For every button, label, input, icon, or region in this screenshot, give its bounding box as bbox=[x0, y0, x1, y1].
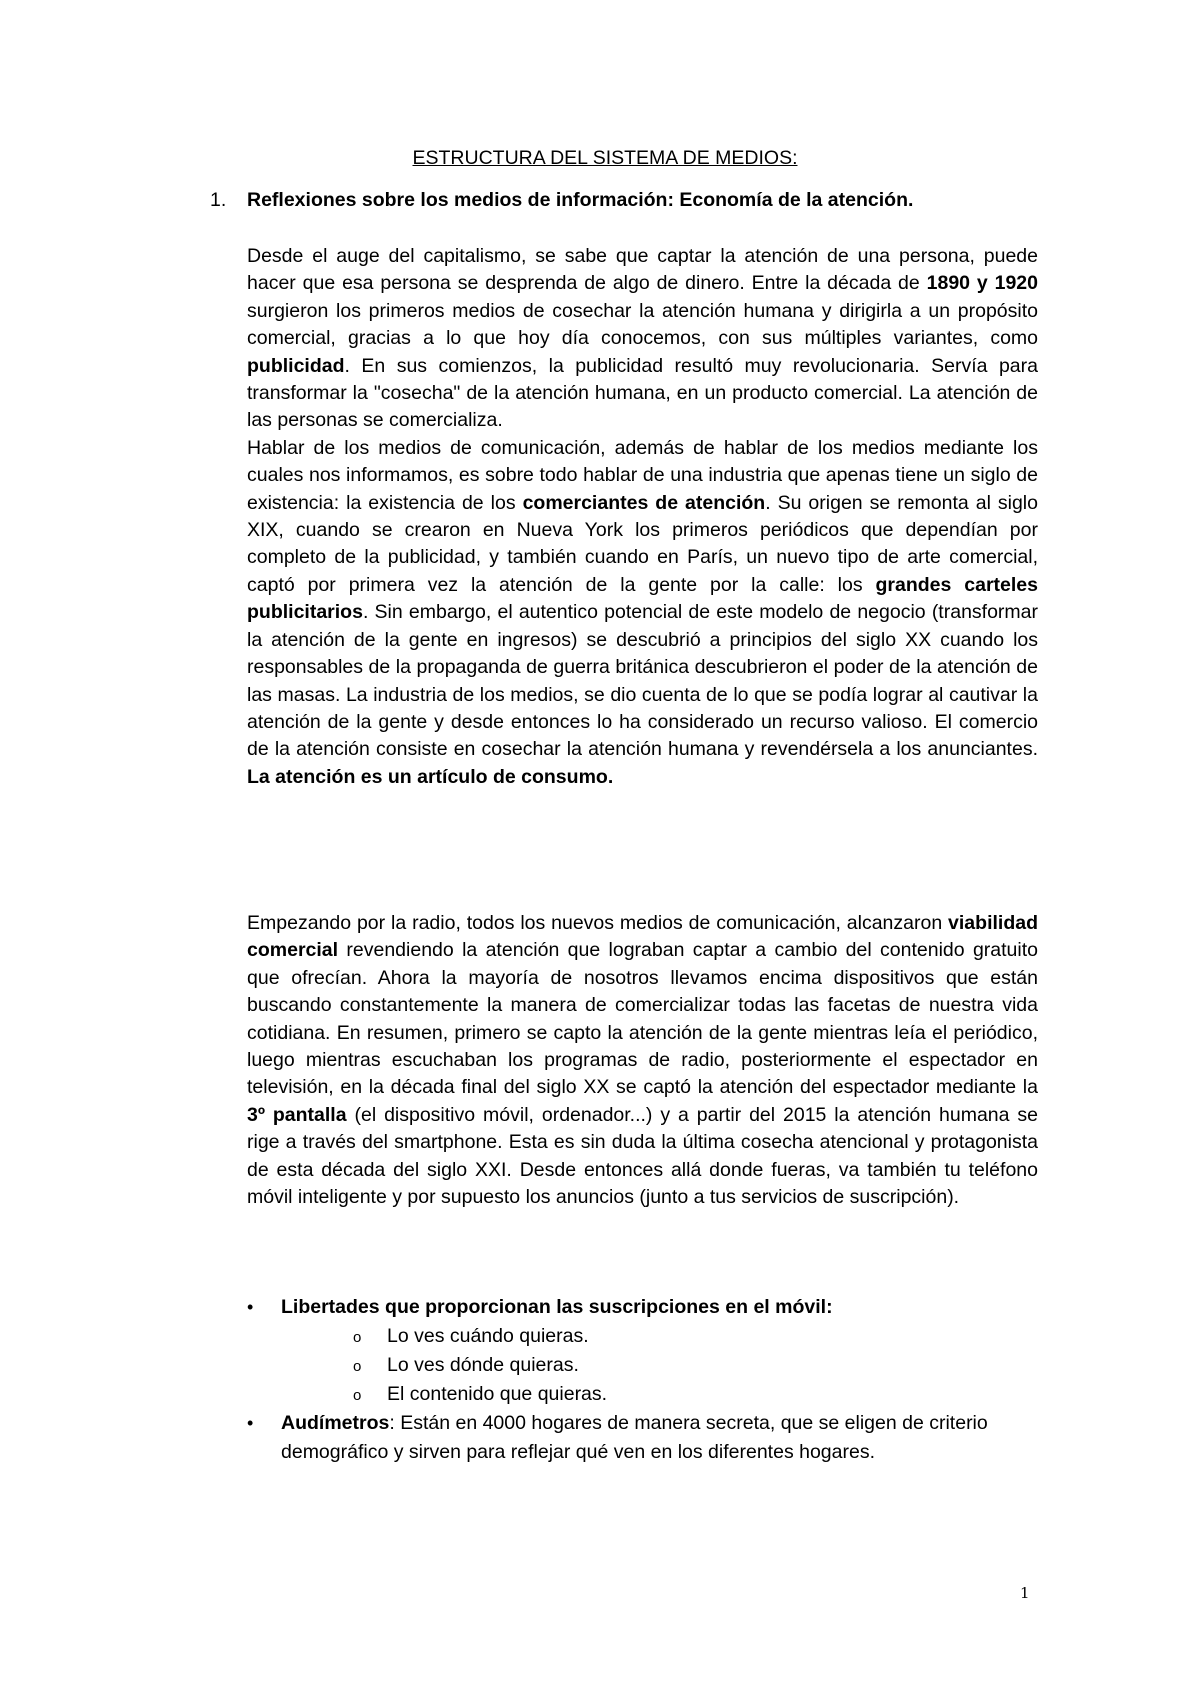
sub-bullet-marker-icon: o bbox=[353, 1358, 362, 1375]
sub-list-item bbox=[281, 1351, 1038, 1380]
bullet-label-audimetros: Audímetros bbox=[281, 1412, 390, 1434]
p1-bold-publicidad: publicidad bbox=[247, 354, 345, 377]
paragraph-media-evolution bbox=[247, 910, 1038, 1211]
sub-bullet-marker-icon: o bbox=[353, 1387, 362, 1404]
sub-item-text: Lo ves dónde quieras. bbox=[387, 1354, 579, 1376]
paragraph-attention-economy bbox=[247, 243, 1038, 791]
p1-text-2: surgieron los primeros medios de cosechar la atención humana y dirigirla a un propósito comercial, gracias a lo que hoy día conocemos, con sus múltiples variantes, como bbox=[247, 299, 1038, 350]
p2-text-3: (el dispositivo móvil, ordenador...) y a partir del 2015 la atención humana se rige a través del smartphone. Esta es sin duda la última cosecha atencional y protagonista de esta década del siglo XXI. Desde entonces allá donde fueras, va también tu teléfono móvil inteligente y por supuesto los anuncios (junto a tus servicios de suscripción). bbox=[247, 1103, 1039, 1209]
sub-list-item bbox=[281, 1380, 1038, 1409]
p2-bold-pantalla: 3º pantalla bbox=[247, 1103, 347, 1126]
p1-text-5: . Su origen se remonta al siglo XIX, cuando se crearon en Nueva York los primeros periódicos que dependían por completo de la publicidad, y también cuando en París, un nuevo tipo de arte comercial, captó por primera vez la atención de la gente por la calle: los bbox=[247, 491, 1038, 596]
bullet-item-audimetros bbox=[247, 1409, 1038, 1467]
sub-item-text: Lo ves cuándo quieras. bbox=[387, 1325, 589, 1347]
bullet-marker-icon: • bbox=[247, 1297, 254, 1317]
section-number: 1. bbox=[210, 189, 227, 211]
bullet-label-libertades: Libertades que proporcionan las suscripciones en el móvil: bbox=[281, 1296, 833, 1318]
p1-bold-articulo: La atención es un artículo de consumo. bbox=[247, 765, 614, 788]
bullet-text-audimetros: : Están en 4000 hogares de manera secreta, que se eligen de criterio demográfico y sirven para reflejar qué ven en los diferentes hogares. bbox=[281, 1412, 988, 1463]
p2-bold-viabilidad: viabilidad comercial bbox=[247, 912, 1038, 962]
section-heading-text: Reflexiones sobre los medios de información: Economía de la atención. bbox=[247, 189, 914, 211]
p1-bold-years: 1890 y 1920 bbox=[926, 272, 1038, 295]
bullet-marker-icon: • bbox=[247, 1413, 254, 1433]
sub-item-text: El contenido que quieras. bbox=[387, 1383, 608, 1405]
bullet-item-libertades bbox=[247, 1293, 1038, 1409]
document-title: ESTRUCTURA DEL SISTEMA DE MEDIOS: bbox=[412, 147, 798, 169]
p1-text-1: Desde el auge del capitalismo, se sabe que captar la atención de una persona, puede hacer que esa persona se desprenda de algo de dinero. Entre la década de bbox=[247, 245, 1038, 295]
p2-text-2: revendiendo la atención que lograban captar a cambio del contenido gratuito que ofrecían. Ahora la mayoría de nosotros llevamos encima dispositivos que están buscando constantemente la manera de comercializar todas las facetas de nuestra vida cotidiana. En resumen, primero se capto la atención de la gente mientras leía el periódico, luego mientras escuchaban los programas de radio, posteriormente el espectador en televisión, en la década final del siglo XX se captó la atención del espectador mediante la bbox=[247, 939, 1038, 1099]
sub-list-item bbox=[281, 1322, 1038, 1351]
p1-text-3: . En sus comienzos, la publicidad resultó muy revolucionaria. Servía para transformar la "cosecha" de la atención humana, en un producto comercial. La atención de las personas se comercializa. bbox=[247, 354, 1038, 432]
p1-text-4: Hablar de los medios de comunicación, además de hablar de los medios mediante los cuales nos informamos, es sobre todo hablar de una industria que apenas tiene un siglo de existencia: la existencia de los bbox=[247, 436, 1038, 514]
bullet-list bbox=[247, 1293, 1038, 1467]
page-number: 1 bbox=[1020, 1584, 1030, 1602]
p1-bold-carteles: grandes carteles publicitarios bbox=[247, 573, 1038, 624]
p1-text-6: . Sin embargo, el autentico potencial de este modelo de negocio (transformar la atención de la gente en ingresos) se descubrió a principios del siglo XX cuando los responsables de la propaganda de guerra británica descubrieron el poder de la atención de las masas. La industria de los medios, se dio cuenta de lo que se podía lograr al cautivar la atención de la gente y desde entonces lo ha considerado un recurso valioso. El comercio de la atención consiste en cosechar la atención humana y revendérsela a los anunciantes. bbox=[247, 601, 1038, 761]
p1-bold-comerciantes: comerciantes de atención bbox=[522, 491, 766, 514]
p2-text-1: Empezando por la radio, todos los nuevos medios de comunicación, alcanzaron bbox=[247, 912, 949, 934]
sub-bullet-marker-icon: o bbox=[353, 1329, 362, 1346]
